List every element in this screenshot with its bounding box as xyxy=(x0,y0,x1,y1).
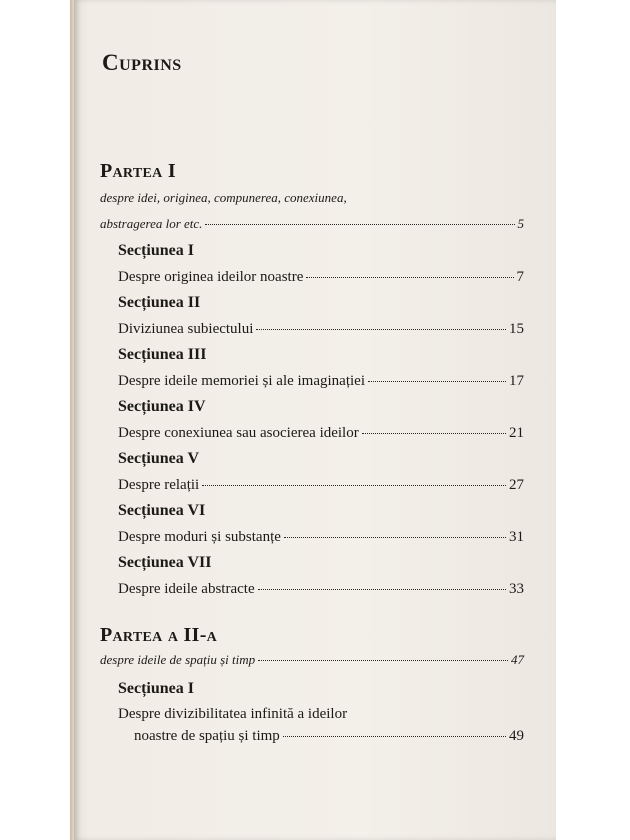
dot-leader xyxy=(258,660,508,661)
entry-text: Despre originea ideilor noastre xyxy=(118,269,304,285)
dot-leader xyxy=(202,485,506,486)
dot-leader xyxy=(306,277,513,278)
toc-entry[interactable] xyxy=(118,529,524,546)
dot-leader xyxy=(205,224,514,225)
page-title: Cuprins xyxy=(102,50,182,75)
part-description: despre ideile de spațiu și timp xyxy=(100,652,256,667)
toc-entry[interactable] xyxy=(100,216,524,232)
page-number: 47 xyxy=(511,652,524,667)
section-title: Secțiunea III xyxy=(118,346,207,363)
section-title: Secțiunea VII xyxy=(118,554,212,571)
section-title: Secțiunea VI xyxy=(118,502,206,519)
entry-text: Despre ideile abstracte xyxy=(118,581,255,597)
part-heading: Partea a II-a xyxy=(100,624,218,646)
book-page xyxy=(74,0,556,840)
toc-entry[interactable] xyxy=(118,269,524,286)
entry-text: Despre moduri și substanțe xyxy=(118,529,281,545)
entry-text: Diviziunea subiectului xyxy=(118,321,254,337)
toc-entry[interactable] xyxy=(118,581,524,598)
section-title: Secțiunea I xyxy=(118,680,194,697)
part-description-line: despre idei, originea, compunerea, conexiunea, xyxy=(100,190,347,205)
dot-leader xyxy=(258,589,506,590)
toc-entry[interactable] xyxy=(118,477,524,494)
dot-leader xyxy=(283,736,506,737)
entry-text: Despre divizibilitatea infinită a ideilor xyxy=(118,706,348,722)
toc-entry[interactable] xyxy=(134,728,524,745)
page-number: 7 xyxy=(516,269,524,285)
toc-entry-line xyxy=(118,706,524,723)
page-number: 15 xyxy=(509,321,524,337)
entry-text: Despre relații xyxy=(118,477,200,493)
page-number: 5 xyxy=(517,216,524,231)
page-number: 33 xyxy=(509,581,524,597)
section-title: Secțiunea II xyxy=(118,294,201,311)
page-number: 17 xyxy=(509,373,524,389)
dot-leader xyxy=(362,433,506,434)
page-number: 21 xyxy=(509,425,524,441)
toc-entry[interactable] xyxy=(118,373,524,390)
part-heading: Partea I xyxy=(100,160,176,182)
toc-entry[interactable] xyxy=(100,652,524,668)
dot-leader xyxy=(368,381,506,382)
entry-text: Despre conexiunea sau asocierea ideilor xyxy=(118,425,359,441)
toc-entry[interactable] xyxy=(118,425,524,442)
page-number: 27 xyxy=(509,477,524,493)
section-title: Secțiunea IV xyxy=(118,398,206,415)
section-title: Secțiunea I xyxy=(118,242,194,259)
dot-leader xyxy=(256,329,506,330)
part-description-line: abstragerea lor etc. xyxy=(100,216,203,231)
dot-leader xyxy=(284,537,506,538)
entry-text: Despre ideile memoriei și ale imaginației xyxy=(118,373,365,389)
page-number: 49 xyxy=(509,728,524,744)
part-description xyxy=(100,188,523,207)
toc-entry[interactable] xyxy=(118,321,524,338)
entry-text: noastre de spațiu și timp xyxy=(134,728,280,744)
page-number: 31 xyxy=(509,529,524,545)
section-title: Secțiunea V xyxy=(118,450,200,467)
